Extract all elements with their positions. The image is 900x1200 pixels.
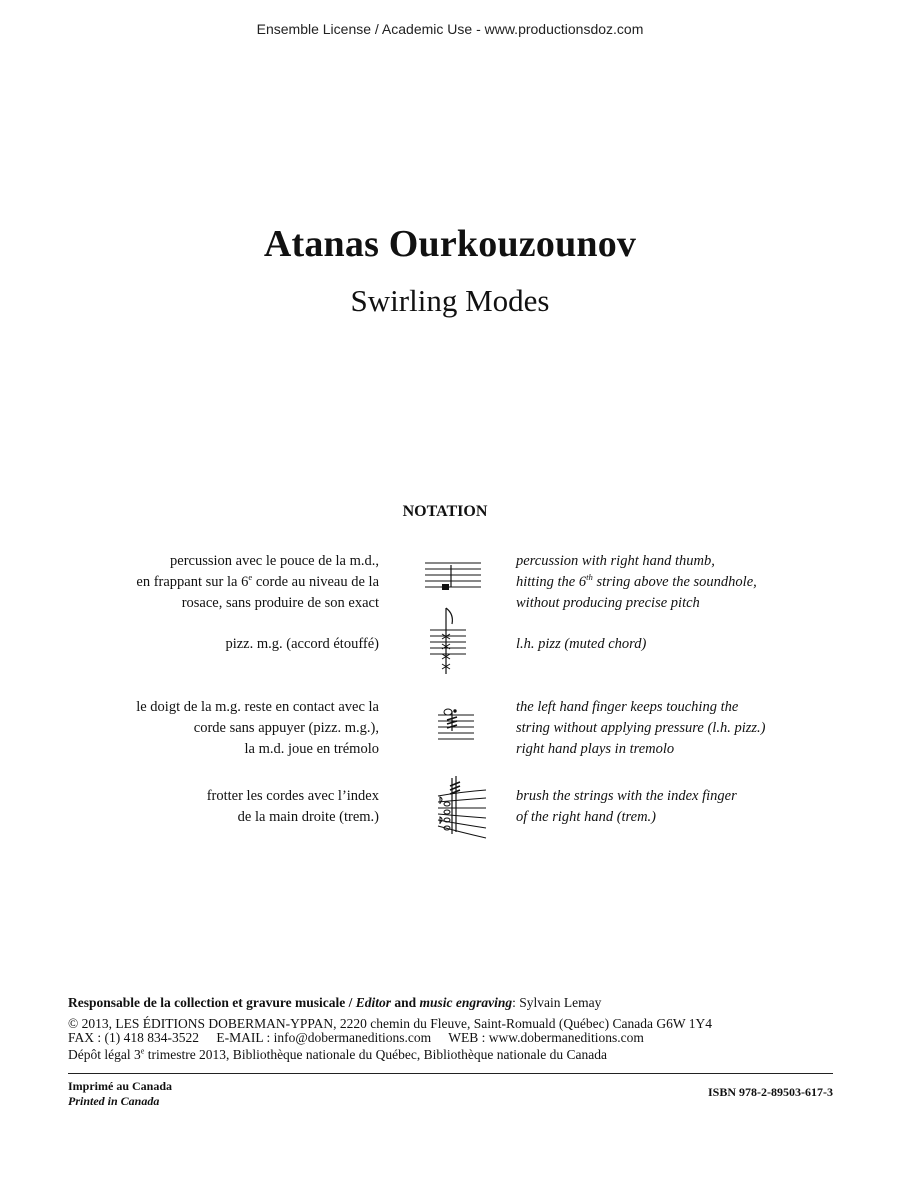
notation-en-text: brush the strings with the index finger of the right hand (trem.) [516, 788, 737, 825]
footer-divider [68, 1073, 833, 1074]
printed-in-canada-en: Printed in Canada [68, 1094, 160, 1108]
printed-in-canada-fr: Imprimé au Canada [68, 1079, 173, 1093]
email-address: E-MAIL : info@dobermaneditions.com [216, 1030, 432, 1045]
composer-name: Atanas Ourkouzounov [263, 223, 637, 265]
editor-credits: Responsable de la collection et gravure musicale / Editor and music engraving: Sylvain Lemay [68, 995, 602, 1010]
notation-fr-text: percussion avec le pouce de la m.d., en frappant sur la 6e corde au niveau de la rosace, sans produire de son exact [136, 553, 379, 611]
notation-fr-text: le doigt de la m.g. reste en contact avec la corde sans appuyer (pizz. m.g.), la m.d. joue en trémolo [136, 699, 379, 757]
piece-title: Swirling Modes [350, 283, 550, 318]
brush-strings-symbol [430, 774, 490, 842]
lh-touch-tremolo-symbol [436, 705, 476, 745]
notation-en-text: percussion with right hand thumb, hitting the 6th string above the soundhole, without producing precise pitch [516, 553, 757, 611]
thumb-percussion-symbol [423, 559, 483, 599]
notation-fr-text: pizz. m.g. (accord étouffé) [225, 636, 379, 652]
website: WEB : www.dobermaneditions.com [448, 1030, 644, 1045]
notation-heading: NOTATION [402, 503, 488, 520]
copyright-line: © 2013, LES ÉDITIONS DOBERMAN-YPPAN, 2220 chemin du Fleuve, Saint-Romuald (Québec) Canada G6W 1Y4 [68, 1016, 712, 1031]
license-header: Ensemble License / Academic Use - www.productionsdoz.com [256, 21, 644, 37]
fax-number: FAX : (1) 418 834-3522 [68, 1030, 199, 1045]
legal-deposit-line: Dépôt légal 3e trimestre 2013, Bibliothèque nationale du Québec, Bibliothèque nationale du Canada [68, 1046, 607, 1062]
isbn-number: ISBN 978-2-89503-617-3 [708, 1085, 833, 1099]
muted-chord-symbol [428, 604, 468, 682]
notation-en-text: the left hand finger keeps touching the string without applying pressure (l.h. pizz.) right hand plays in tremolo [516, 699, 766, 757]
notation-en-text: l.h. pizz (muted chord) [516, 636, 647, 652]
notation-fr-text: frotter les cordes avec l’index de la main droite (trem.) [206, 788, 379, 825]
contact-line [68, 1030, 658, 1046]
